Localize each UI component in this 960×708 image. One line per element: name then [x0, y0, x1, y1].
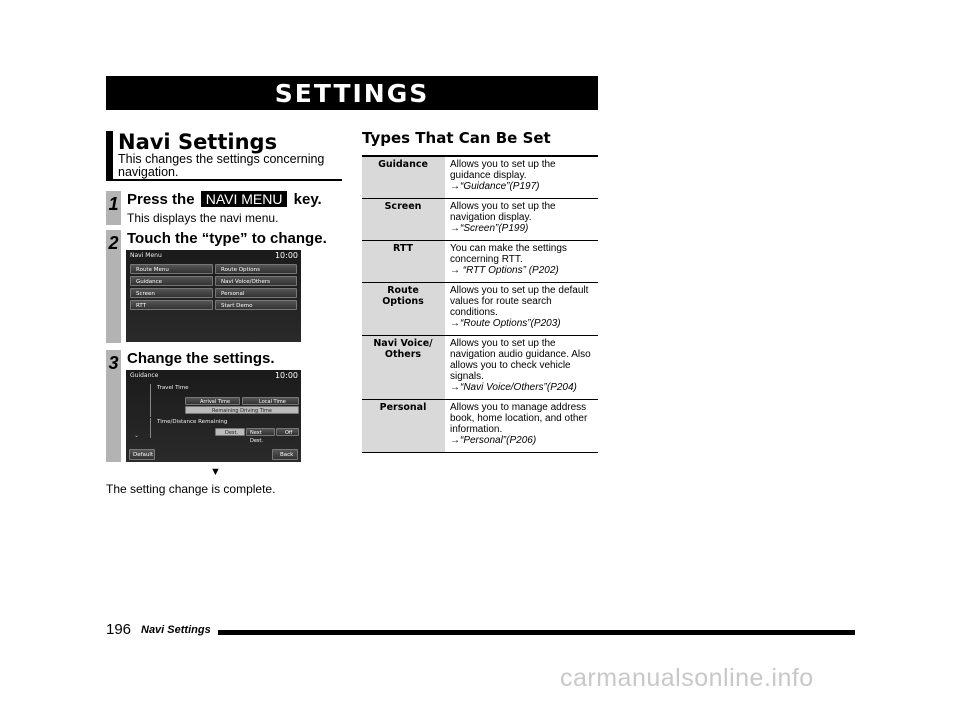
type-description [445, 400, 598, 453]
step-1 [106, 191, 342, 227]
type-reference: →“Navi Voice/Others”(P204) [450, 382, 577, 393]
table-row [362, 283, 598, 336]
screen-button: Screen [130, 288, 213, 298]
type-reference: →“Guidance”(P197) [450, 181, 540, 192]
page-banner: SETTINGS [106, 76, 598, 110]
navi-menu-screenshot [126, 250, 301, 342]
type-description [445, 199, 598, 241]
type-text: You can make the settings concerning RTT. [450, 243, 567, 265]
footer-section-label: Navi Settings [141, 624, 211, 636]
step-number: 3 [106, 350, 121, 462]
table-row [362, 241, 598, 283]
route-menu-button: Route Menu [130, 264, 213, 274]
types-table [362, 157, 598, 453]
table-row [362, 157, 598, 199]
type-reference: →“Personal”(P206) [450, 435, 537, 446]
type-name: RTT [362, 241, 445, 283]
type-description [445, 336, 598, 400]
step-number: 1 [106, 191, 121, 225]
back-button: Back [272, 449, 298, 460]
guidance-button: Guidance [130, 276, 213, 286]
section-description: This changes the settings concerning navigation. [118, 152, 325, 179]
guidance-screenshot [126, 370, 301, 462]
next-dest-option: Next Dest. [246, 428, 275, 436]
watermark: carmanualsonline.info [560, 664, 814, 692]
time-distance-group [150, 418, 299, 444]
types-heading: Types That Can Be Set [362, 129, 551, 147]
step-heading: Change the settings. [127, 350, 275, 367]
page-number: 196 [106, 621, 132, 638]
navi-menu-key: NAVI MENU [201, 191, 288, 207]
step-heading [127, 191, 322, 208]
arrow-down-icon: ▼ [210, 466, 221, 478]
off-option: Off [276, 428, 299, 436]
step-heading-pre: Press the [127, 191, 195, 208]
type-text: Allows you to manage address book, home location, and other information. [450, 402, 588, 435]
type-description [445, 241, 598, 283]
route-options-button: Route Options [215, 264, 297, 274]
section-title: Navi Settings [118, 130, 278, 154]
section-bar [106, 131, 113, 180]
step-heading-post: key. [293, 191, 322, 208]
footer-rule [218, 630, 855, 635]
step-text: This displays the navi menu. [127, 211, 279, 225]
start-demo-button: Start Demo [215, 300, 297, 310]
travel-time-group [150, 384, 299, 417]
type-reference: →“Route Options”(P203) [450, 318, 561, 329]
table-row [362, 336, 598, 400]
time-distance-label: Time/Distance Remaining [157, 419, 228, 425]
step-heading: Touch the “type” to change. [127, 230, 327, 247]
type-name: Route Options [362, 283, 445, 336]
screen-title: Navi Menu [130, 252, 162, 259]
step-number: 2 [106, 230, 121, 343]
section-header [106, 131, 342, 181]
type-name: Personal [362, 400, 445, 453]
screen-clock: 10:00 [274, 251, 298, 260]
type-name: Navi Voice/ Others [362, 336, 445, 400]
type-text: Allows you to set up the navigation display. [450, 201, 556, 223]
table-row [362, 199, 598, 241]
screen-clock: 10:00 [274, 371, 298, 380]
type-name: Screen [362, 199, 445, 241]
table-row [362, 400, 598, 453]
personal-button: Personal [215, 288, 297, 298]
dest-option: Dest. [215, 428, 245, 436]
type-reference: → “RTT Options” (P202) [450, 265, 559, 276]
completion-text: The setting change is complete. [106, 482, 276, 496]
type-text: Allows you to set up the default values for route search conditions. [450, 285, 589, 318]
type-reference: →“Screen”(P199) [450, 223, 529, 234]
scroll-down-icon: ⌄ [134, 432, 140, 439]
rtt-button: RTT [130, 300, 213, 310]
navi-voice-button: Navi Voice/Others [215, 276, 297, 286]
type-text: Allows you to set up the navigation audio guidance. Also allows you to check vehicle signals. [450, 338, 591, 382]
local-time-option: Local Time [242, 397, 299, 405]
remaining-driving-time-option: Remaining Driving Time [185, 406, 299, 414]
type-description [445, 157, 598, 199]
type-name: Guidance [362, 157, 445, 199]
type-description [445, 283, 598, 336]
screen-title: Guidance [130, 372, 159, 379]
type-text: Allows you to set up the guidance display. [450, 159, 556, 181]
arrival-time-option: Arrival Time [185, 397, 240, 405]
travel-time-label: Travel Time [157, 385, 189, 391]
default-button: Default [129, 449, 155, 460]
